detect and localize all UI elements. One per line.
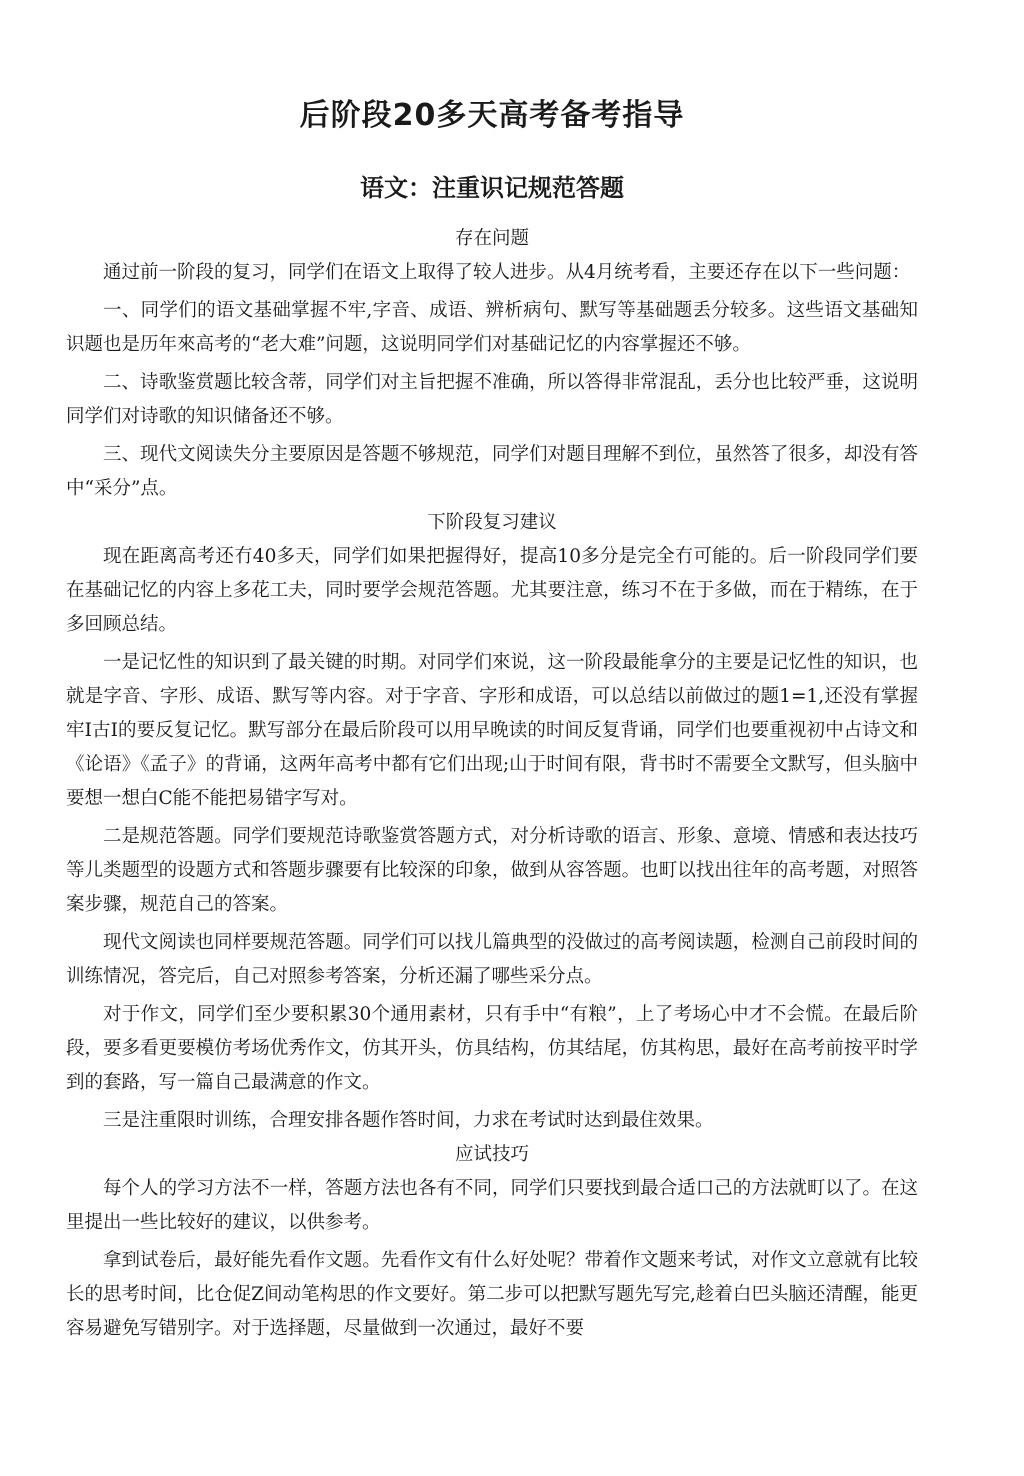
paragraph: 二是规范答题。同学们要规范诗歌鉴赏答题方式，对分析诗歌的语言、形象、意境、情感和表达技巧等儿类题型的设题方式和答题步骤要有比较深的印象，做到从容答题。也町以找出往年的高考题，对照答案步骤，规范自己的答案。 bbox=[66, 826, 918, 915]
paragraph: 一、同学们的语文基础掌握不牢,字音、成语、辨析病句、默写等基础题丢分较多。这些语文基础知识题也是历年來高考的“老大难”问题，这说明同学们对基础记忆的内容掌握还不够。 bbox=[66, 300, 918, 355]
paragraph: 三是注重限时训练，合理安排各题作答时间，力求在考试时达到最住效果。 bbox=[103, 1110, 714, 1131]
document-body bbox=[66, 222, 918, 1346]
section-heading: 下阶段复习建议 bbox=[427, 512, 557, 533]
paragraph: 对于作文，同学们至少要积累30个通用素材，只有手中“有粮”，上了考场心中才不会慌。在最后阶段，要多看更要模仿考场优秀作文，仿其开头，仿具结构，仿其结尾，仿其构思，最好在高考前按平时学到的套路，写一篇自己最满意的作文。 bbox=[66, 1004, 918, 1093]
paragraph: 拿到试卷后，最好能先看作文题。先看作文有什么好处呢？带着作文题来考试，对作文立意就有比较长的思考时间，比仓促Z间动笔构思的作文要好。第二步可以把默写题先写完,趁着白巴头脑还清醒，能更容易避免写错别字。对于选择题，尽量做到一次通过，最好不要 bbox=[66, 1250, 918, 1339]
paragraph: 二、诗歌鉴赏题比较含蒂，同学们对主旨把握不准确，所以答得非常混乱，丢分也比较严垂，这说明同学们对诗歌的知识储备还不够。 bbox=[66, 372, 918, 427]
section-heading: 应试技巧 bbox=[454, 1144, 529, 1165]
paragraph: 三、现代文阅读失分主要原因是答题不够规范，同学们对题目理解不到位，虽然答了很多，却没有答中“采分”点。 bbox=[66, 444, 918, 499]
paragraph: 每个人的学习方法不一样，答题方法也各有不同，同学们只要找到最合适口己的方法就町以了。在这里提出一些比较好的建议，以供参考。 bbox=[66, 1178, 918, 1233]
paragraph: 通过前一阶段的复习，同学们在语文上取得了较人进步。从4月统考看，主要还存在以下一些问题： bbox=[103, 262, 911, 283]
paragraph: 现代文阅读也同样要规范答题。同学们可以找儿篇典型的没做过的高考阅读题，检测自己前段时间的训练情况，答完后，自己对照参考答案，分析还漏了哪些采分点。 bbox=[66, 932, 918, 987]
document-subtitle: 语文：注重识记规范答题 bbox=[360, 174, 624, 202]
section-heading: 存在问题 bbox=[454, 228, 529, 249]
paragraph: 一是记忆性的知识到了最关键的时期。对同学们來说，这一阶段最能拿分的主要是记忆性的知识，也就是字音、字形、成语、默写等内容。对于字音、字形和成语，可以总结以前做过的题1=1,还没有掌握牢I古I的要反复记忆。默写部分在最后阶段可以用早晚读的时间反复背诵，同学们也要重视初中占诗文和《论语》《孟子》的背诵，这两年高考中都有它们出现;山于时间有限，背书时不需要全文默写，但头脑中要想一想白C能不能把易错字写对。 bbox=[66, 652, 918, 809]
document-title: 后阶段20多天高考备考指导 bbox=[299, 98, 685, 133]
paragraph: 现在距离高考还冇40多天，同学们如果把握得好，提高10多分是完全冇可能的。后一阶段同学们要在基础记忆的内容上多花工夫，同时要学会规范答题。尤其要注意，练习不在于多做，而在于精练，在于多回顾总结。 bbox=[66, 546, 918, 635]
